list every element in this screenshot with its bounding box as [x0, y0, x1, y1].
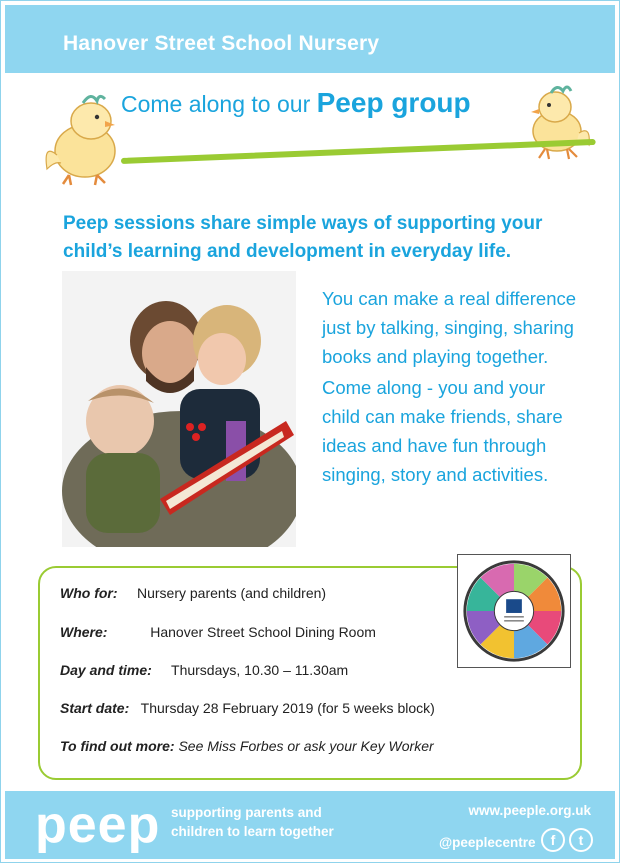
school-badge [457, 554, 571, 668]
start-date-value: Thursday 28 February 2019 (for 5 weeks block) [140, 700, 435, 716]
who-for-value: Nursery parents (and children) [136, 585, 327, 601]
headline-emphasis: Peep group [316, 87, 471, 118]
footer-banner [5, 791, 615, 859]
day-time-value: Thursdays, 10.30 – 11.30am [171, 662, 349, 678]
tagline-line-1: supporting parents and [171, 805, 322, 820]
header-banner [5, 5, 615, 73]
intro-text: Peep sessions share simple ways of supporting your child’s learning and development in everyday life. [63, 213, 543, 262]
footer-tagline [171, 803, 334, 841]
benefits-paragraph-2: Come along - you and your child can make friends, share ideas and have fun through singing, story and activities. [322, 377, 563, 485]
who-for-label: Who for: [60, 585, 118, 601]
website-link[interactable]: www.peeple.org.uk [468, 803, 591, 818]
where-row [60, 624, 376, 640]
headline [121, 87, 471, 119]
social-handle[interactable]: @peeplecentre [439, 835, 536, 850]
headline-prefix: Come along to our [121, 91, 317, 117]
start-date-label: Start date: [60, 700, 130, 716]
twitter-icon[interactable]: t [569, 828, 593, 852]
benefits-paragraph-1: You can make a real difference just by talking, singing, sharing books and playing together. [322, 288, 577, 367]
day-time-label: Day and time: [60, 662, 152, 678]
find-out-more-label: To find out more: [60, 738, 175, 754]
chick-illustration [521, 81, 593, 161]
facebook-icon[interactable]: f [541, 828, 565, 852]
peep-logo: peep [35, 796, 161, 854]
find-out-more-value: See Miss Forbes or ask your Key Worker [178, 738, 434, 754]
find-out-more-row [60, 738, 434, 754]
chick-illustration [39, 87, 127, 187]
where-value: Hanover Street School Dining Room [150, 624, 376, 640]
page-title: Hanover Street School Nursery [63, 32, 380, 55]
tagline-line-2: children to learn together [171, 824, 334, 839]
who-for-row [60, 585, 326, 601]
day-time-row [60, 662, 348, 678]
benefits-text [322, 284, 584, 489]
start-date-row [60, 700, 435, 716]
where-label: Where: [60, 624, 108, 640]
family-reading-photo [62, 271, 296, 547]
